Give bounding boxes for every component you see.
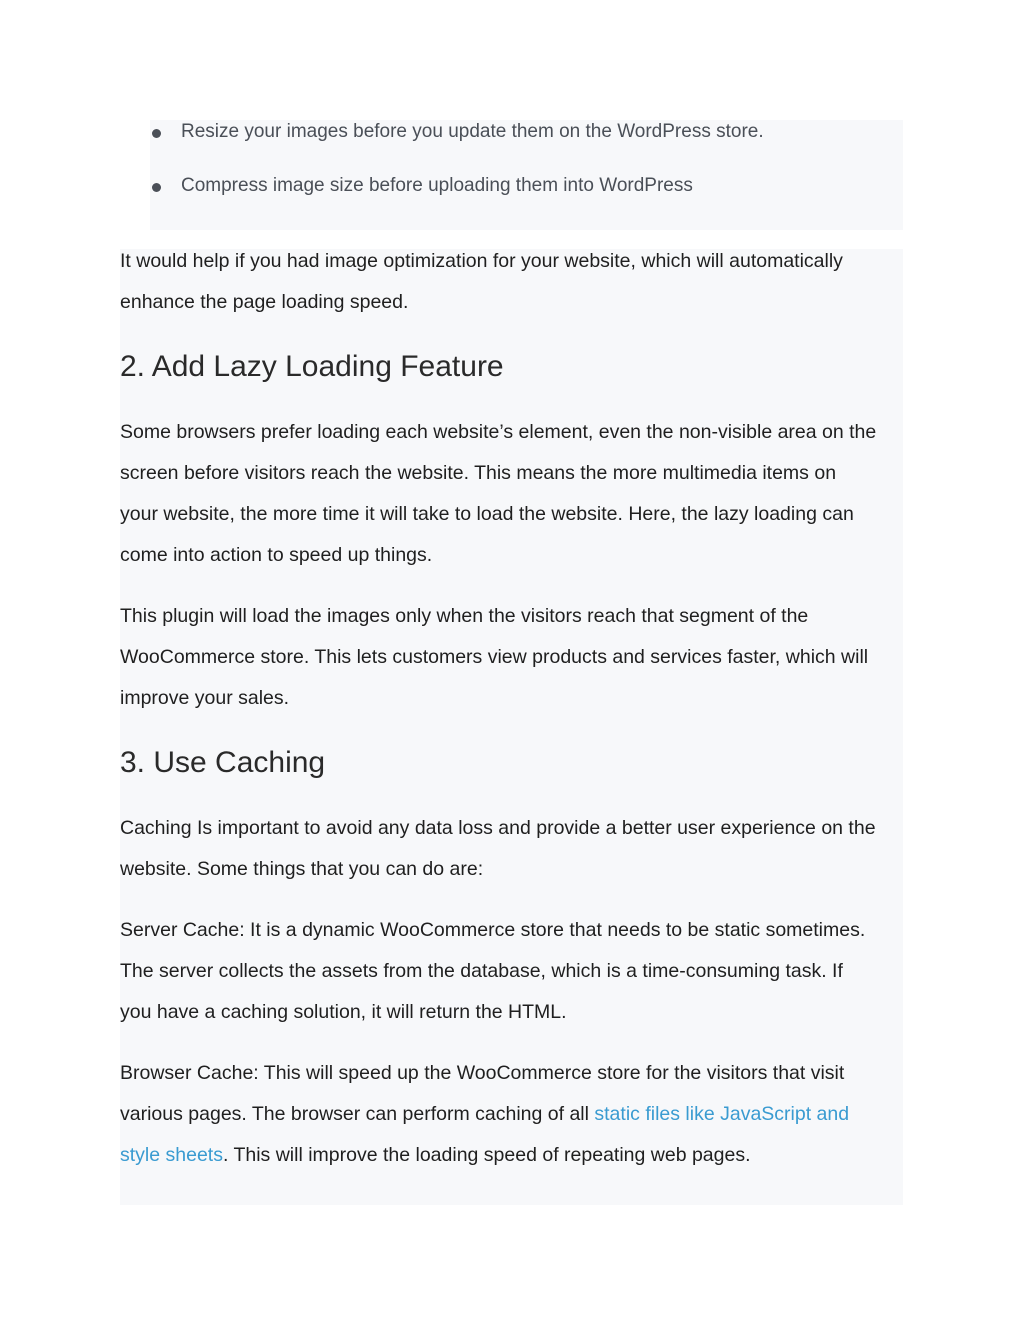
intro-paragraph	[120, 241, 903, 323]
text-line: Some browsers prefer loading each website’s element, even the non-visible area on the	[120, 421, 877, 443]
text-line: WooCommerce store. This lets customers view products and services faster, which will	[120, 646, 869, 668]
text-line: Server Cache: It is a dynamic WooCommerce store that needs to be static sometimes.	[120, 919, 866, 941]
text-line: improve your sales.	[120, 687, 290, 709]
text-line: website. Some things that you can do are:	[120, 858, 484, 880]
section-heading-lazy-loading: 2. Add Lazy Loading Feature	[120, 350, 504, 383]
text-line: Caching Is important to avoid any data loss and provide a better user experience on the	[120, 817, 876, 839]
list-item-text: Compress image size before uploading them into WordPress	[181, 175, 693, 196]
article-body	[120, 249, 903, 1205]
text-line: come into action to speed up things.	[120, 544, 433, 566]
server-cache-paragraph	[120, 910, 903, 1033]
text-line: you have a caching solution, it will return the HTML.	[120, 1001, 567, 1023]
list-item-text: Resize your images before you update them on the WordPress store.	[181, 121, 764, 142]
bullet-list	[150, 120, 903, 230]
text-line: It would help if you had image optimization for your website, which will automatically	[120, 250, 843, 272]
text-line: your website, the more time it will take to load the website. Here, the lazy loading can	[120, 503, 854, 525]
caching-paragraph-1	[120, 808, 903, 890]
section-heading-caching: 3. Use Caching	[120, 746, 326, 779]
style-sheets-link[interactable]: style sheets	[120, 1144, 223, 1166]
bullet-icon	[152, 129, 161, 138]
text-line: The server collects the assets from the database, which is a time-consuming task. If	[120, 960, 843, 982]
browser-cache-paragraph	[120, 1053, 903, 1176]
text-line: screen before visitors reach the website. This means the more multimedia items on	[120, 462, 837, 484]
static-files-link[interactable]: static files like JavaScript and	[594, 1103, 850, 1125]
lazy-loading-paragraph-1	[120, 412, 903, 576]
lazy-loading-paragraph-2	[120, 596, 903, 719]
text-line: enhance the page loading speed.	[120, 291, 409, 313]
text-line: Browser Cache: This will speed up the WooCommerce store for the visitors that visit	[120, 1062, 845, 1084]
text-fragment: various pages. The browser can perform caching of all	[120, 1103, 595, 1125]
text-fragment: . This will improve the loading speed of repeating web pages.	[222, 1144, 751, 1166]
text-line	[120, 1094, 903, 1135]
text-line: This plugin will load the images only when the visitors reach that segment of the	[120, 605, 809, 627]
text-line	[120, 1135, 903, 1176]
bullet-icon	[152, 183, 161, 192]
